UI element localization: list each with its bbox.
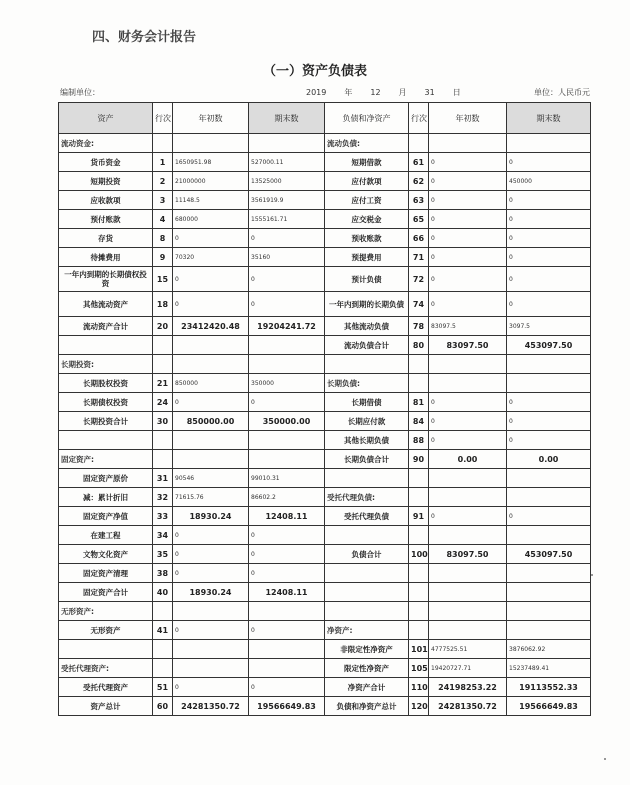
asset-begin-value: 18930.24 [173,583,249,602]
asset-line-no: 8 [153,229,173,248]
asset-line-no: 38 [153,564,173,583]
liability-item-name: 短期借款 [325,153,409,172]
table-row [59,172,591,191]
liability-line-no: 90 [409,450,429,469]
asset-item-name: 短期投资 [59,172,153,191]
asset-begin-value: 1650951.98 [173,153,249,172]
liability-begin-value: 0 [429,172,507,191]
scan-speck [604,758,606,760]
table-row [59,374,591,393]
asset-line-no: 24 [153,393,173,412]
asset-line-no: 33 [153,507,173,526]
liability-item-name: 限定性净资产 [325,659,409,678]
table-row [59,431,591,450]
asset-item-name: 长期债权投资 [59,393,153,412]
asset-end-value: 0 [249,564,325,583]
liability-end-value: 0 [507,393,591,412]
asset-begin-value [173,640,249,659]
liability-begin-value [429,602,507,621]
table-row [59,412,591,431]
asset-begin-value: 0 [173,526,249,545]
liability-begin-value: 0 [429,210,507,229]
asset-item-name: 货币资金 [59,153,153,172]
liability-end-value [507,564,591,583]
liability-line-no: 61 [409,153,429,172]
year-label: 年 [344,88,353,97]
liability-item-name: 负债和净资产总计 [325,697,409,716]
asset-item-name: 文物文化资产 [59,545,153,564]
asset-item-name: 预付账款 [59,210,153,229]
asset-end-value: 35160 [249,248,325,267]
table-row [59,355,591,374]
liability-item-name: 一年内到期的长期负债 [325,292,409,317]
asset-line-no: 9 [153,248,173,267]
liability-end-value: 0.00 [507,450,591,469]
liability-line-no [409,526,429,545]
liability-end-value: 15237489.41 [507,659,591,678]
asset-item-name: 无形资产 [59,621,153,640]
liability-item-name: 其他长期负债 [325,431,409,450]
liability-line-no: 62 [409,172,429,191]
liability-end-value: 0 [507,191,591,210]
scan-speck [591,574,593,576]
asset-begin-value: 18930.24 [173,507,249,526]
report-day: 31 [424,88,435,97]
asset-line-no [153,431,173,450]
asset-begin-value: 850000.00 [173,412,249,431]
liability-end-value [507,621,591,640]
asset-end-value: 13525000 [249,172,325,191]
asset-item-name: 资产总计 [59,697,153,716]
table-row [59,336,591,355]
liability-end-value: 0 [507,229,591,248]
table-row [59,248,591,267]
asset-item-name: 长期投资: [59,355,153,374]
liability-end-value [507,602,591,621]
liability-item-name: 流动负债: [325,134,409,153]
page-title: （一）资产负债表 [262,64,367,79]
asset-begin-value: 23412420.48 [173,317,249,336]
asset-line-no: 32 [153,488,173,507]
asset-line-no: 40 [153,583,173,602]
liability-begin-value [429,374,507,393]
report-month: 12 [370,88,381,97]
table-row [59,507,591,526]
asset-end-value: 3561919.9 [249,191,325,210]
asset-line-no [153,355,173,374]
liability-end-value: 453097.50 [507,336,591,355]
asset-end-value: 350000.00 [249,412,325,431]
asset-line-no: 60 [153,697,173,716]
liability-line-no: 101 [409,640,429,659]
asset-item-name [59,431,153,450]
asset-line-no [153,602,173,621]
liability-begin-value: 4777525.51 [429,640,507,659]
table-row [59,191,591,210]
liability-line-no [409,602,429,621]
preparer-label: 编制单位： [60,88,100,97]
liability-line-no: 63 [409,191,429,210]
asset-begin-value: 24281350.72 [173,697,249,716]
liability-begin-value: 83097.50 [429,545,507,564]
liability-item-name: 净资产合计 [325,678,409,697]
liability-end-value: 0 [507,431,591,450]
liability-item-name: 长期借债 [325,393,409,412]
liability-item-name: 净资产: [325,621,409,640]
liability-end-value: 0 [507,210,591,229]
asset-item-name: 存货 [59,229,153,248]
liability-line-no [409,134,429,153]
asset-begin-value: 11148.5 [173,191,249,210]
header-asset: 资产 [59,103,153,134]
liability-begin-value: 0 [429,229,507,248]
liability-end-value [507,134,591,153]
liability-line-no: 78 [409,317,429,336]
asset-end-value [249,450,325,469]
asset-begin-value: 0 [173,678,249,697]
table-row [59,488,591,507]
asset-begin-value: 0 [173,545,249,564]
asset-end-value: 0 [249,229,325,248]
asset-begin-value [173,450,249,469]
asset-item-name: 长期股权投资 [59,374,153,393]
asset-begin-value: 850000 [173,374,249,393]
asset-end-value [249,336,325,355]
asset-end-value: 86602.2 [249,488,325,507]
header-line-no-2: 行次 [409,103,429,134]
table-row [59,469,591,488]
liability-line-no [409,621,429,640]
asset-item-name: 固定资产合计 [59,583,153,602]
asset-begin-value [173,336,249,355]
asset-end-value: 0 [249,292,325,317]
asset-line-no: 15 [153,267,173,292]
asset-begin-value: 0 [173,621,249,640]
asset-end-value: 0 [249,678,325,697]
month-label: 月 [398,88,407,97]
liability-begin-value [429,526,507,545]
section-heading: 四、财务会计报告 [92,30,197,45]
liability-end-value: 0 [507,507,591,526]
asset-line-no: 34 [153,526,173,545]
asset-begin-value: 70320 [173,248,249,267]
asset-begin-value [173,355,249,374]
asset-end-value: 19566649.83 [249,697,325,716]
asset-line-no: 2 [153,172,173,191]
liability-line-no: 71 [409,248,429,267]
liability-begin-value: 83097.5 [429,317,507,336]
liability-line-no: 88 [409,431,429,450]
liability-begin-value: 0 [429,393,507,412]
liability-end-value: 19566649.83 [507,697,591,716]
asset-item-name [59,336,153,355]
liability-end-value [507,583,591,602]
liability-item-name: 长期应付款 [325,412,409,431]
asset-item-name: 在建工程 [59,526,153,545]
asset-line-no: 4 [153,210,173,229]
asset-line-no: 1 [153,153,173,172]
liability-begin-value: 0 [429,507,507,526]
liability-item-name [325,355,409,374]
liability-item-name: 长期负债合计 [325,450,409,469]
liability-end-value: 453097.50 [507,545,591,564]
asset-line-no [153,134,173,153]
asset-item-name: 待摊费用 [59,248,153,267]
table-row [59,450,591,469]
header-end: 期末数 [249,103,325,134]
liability-end-value [507,526,591,545]
table-row [59,621,591,640]
asset-item-name: 减：累计折旧 [59,488,153,507]
asset-begin-value: 680000 [173,210,249,229]
liability-begin-value [429,583,507,602]
asset-end-value: 0 [249,621,325,640]
liability-end-value: 0 [507,412,591,431]
asset-end-value: 0 [249,526,325,545]
asset-begin-value: 90546 [173,469,249,488]
asset-item-name: 固定资产清理 [59,564,153,583]
liability-begin-value: 0.00 [429,450,507,469]
liability-end-value: 0 [507,248,591,267]
asset-begin-value [173,602,249,621]
asset-end-value [249,659,325,678]
asset-line-no: 18 [153,292,173,317]
asset-line-no: 21 [153,374,173,393]
asset-item-name: 受托代理资产: [59,659,153,678]
liability-begin-value [429,469,507,488]
liability-line-no [409,488,429,507]
liability-item-name [325,526,409,545]
liability-begin-value [429,134,507,153]
asset-begin-value: 0 [173,229,249,248]
asset-end-value: 99010.31 [249,469,325,488]
liability-begin-value [429,488,507,507]
balance-sheet-table [58,102,591,716]
asset-begin-value: 0 [173,267,249,292]
header-begin: 年初数 [173,103,249,134]
liability-item-name: 应交税金 [325,210,409,229]
liability-end-value: 450000 [507,172,591,191]
liability-line-no [409,355,429,374]
liability-line-no: 100 [409,545,429,564]
table-row [59,526,591,545]
liability-begin-value: 24281350.72 [429,697,507,716]
liability-item-name: 受托代理负债 [325,507,409,526]
asset-line-no [153,659,173,678]
asset-item-name: 固定资产原价 [59,469,153,488]
asset-begin-value: 0 [173,393,249,412]
table-row [59,210,591,229]
asset-end-value: 12408.11 [249,583,325,602]
asset-line-no: 20 [153,317,173,336]
table-row [59,292,591,317]
liability-begin-value: 0 [429,248,507,267]
liability-line-no: 91 [409,507,429,526]
table-row [59,583,591,602]
liability-begin-value [429,621,507,640]
liability-end-value: 19113552.33 [507,678,591,697]
liability-begin-value [429,355,507,374]
header-begin-2: 年初数 [429,103,507,134]
liability-begin-value: 83097.50 [429,336,507,355]
asset-end-value: 0 [249,267,325,292]
asset-item-name: 一年内到期的长期债权投资 [59,267,153,292]
asset-line-no: 31 [153,469,173,488]
liability-item-name: 非限定性净资产 [325,640,409,659]
liability-line-no: 105 [409,659,429,678]
asset-item-name: 其他流动资产 [59,292,153,317]
liability-item-name: 受托代理负债: [325,488,409,507]
table-row [59,659,591,678]
liability-end-value: 3097.5 [507,317,591,336]
liability-begin-value: 0 [429,292,507,317]
asset-end-value [249,640,325,659]
liability-begin-value [429,564,507,583]
liability-begin-value: 0 [429,267,507,292]
liability-item-name [325,469,409,488]
header-liabilities: 负债和净资产 [325,103,409,134]
asset-line-no: 3 [153,191,173,210]
table-header-row [59,103,591,134]
asset-item-name: 流动资金: [59,134,153,153]
liability-begin-value: 0 [429,191,507,210]
asset-line-no: 35 [153,545,173,564]
table-row [59,317,591,336]
table-row [59,564,591,583]
asset-begin-value [173,431,249,450]
asset-end-value: 19204241.72 [249,317,325,336]
liability-item-name: 预收账款 [325,229,409,248]
asset-line-no [153,336,173,355]
liability-begin-value: 0 [429,431,507,450]
asset-begin-value: 0 [173,564,249,583]
header-end-2: 期末数 [507,103,591,134]
asset-begin-value [173,134,249,153]
liability-line-no: 65 [409,210,429,229]
table-row [59,229,591,248]
liability-line-no [409,583,429,602]
asset-begin-value [173,659,249,678]
table-row [59,267,591,292]
liability-begin-value: 19420727.71 [429,659,507,678]
asset-item-name: 长期投资合计 [59,412,153,431]
asset-end-value: 0 [249,545,325,564]
liability-item-name [325,583,409,602]
table-row [59,134,591,153]
asset-end-value [249,134,325,153]
asset-line-no: 41 [153,621,173,640]
report-year: 2019 [306,88,327,97]
table-row [59,393,591,412]
asset-line-no [153,450,173,469]
liability-line-no: 74 [409,292,429,317]
asset-end-value: 12408.11 [249,507,325,526]
asset-item-name: 固定资产: [59,450,153,469]
liability-item-name [325,564,409,583]
liability-item-name: 预计负债 [325,267,409,292]
liability-item-name: 其他流动负债 [325,317,409,336]
liability-begin-value: 0 [429,412,507,431]
liability-end-value: 3876062.92 [507,640,591,659]
asset-begin-value: 0 [173,292,249,317]
table-row [59,678,591,697]
liability-begin-value: 0 [429,153,507,172]
asset-line-no: 30 [153,412,173,431]
liability-begin-value: 24198253.22 [429,678,507,697]
asset-end-value [249,355,325,374]
liability-line-no: 120 [409,697,429,716]
asset-line-no [153,640,173,659]
liability-end-value [507,374,591,393]
liability-end-value: 0 [507,153,591,172]
table-row [59,602,591,621]
asset-begin-value: 71615.76 [173,488,249,507]
asset-item-name [59,640,153,659]
liability-item-name [325,602,409,621]
asset-end-value [249,431,325,450]
report-date [306,87,479,98]
liability-end-value: 0 [507,267,591,292]
liability-item-name: 流动负债合计 [325,336,409,355]
asset-end-value: 0 [249,393,325,412]
liability-line-no [409,374,429,393]
asset-item-name: 流动资产合计 [59,317,153,336]
table-row [59,697,591,716]
liability-item-name: 长期负债: [325,374,409,393]
liability-end-value [507,355,591,374]
liability-line-no [409,469,429,488]
liability-line-no: 81 [409,393,429,412]
table-row [59,153,591,172]
asset-item-name: 固定资产净值 [59,507,153,526]
liability-end-value: 0 [507,292,591,317]
day-label: 日 [452,88,461,97]
liability-line-no: 110 [409,678,429,697]
liability-line-no [409,564,429,583]
asset-line-no: 51 [153,678,173,697]
asset-end-value: 1555161.71 [249,210,325,229]
liability-end-value [507,488,591,507]
asset-item-name: 受托代理资产 [59,678,153,697]
currency-unit: 单位：人民币元 [534,88,590,97]
asset-begin-value: 21000000 [173,172,249,191]
liability-line-no: 84 [409,412,429,431]
liability-line-no: 66 [409,229,429,248]
liability-item-name: 负债合计 [325,545,409,564]
asset-end-value: 350000 [249,374,325,393]
asset-end-value: 527000.11 [249,153,325,172]
asset-item-name: 无形资产: [59,602,153,621]
table-row [59,640,591,659]
liability-item-name: 应付工资 [325,191,409,210]
liability-line-no: 80 [409,336,429,355]
table-row [59,545,591,564]
liability-item-name: 应付款项 [325,172,409,191]
liability-line-no: 72 [409,267,429,292]
liability-end-value [507,469,591,488]
asset-item-name: 应收款项 [59,191,153,210]
header-line-no: 行次 [153,103,173,134]
asset-end-value [249,602,325,621]
liability-item-name: 预提费用 [325,248,409,267]
